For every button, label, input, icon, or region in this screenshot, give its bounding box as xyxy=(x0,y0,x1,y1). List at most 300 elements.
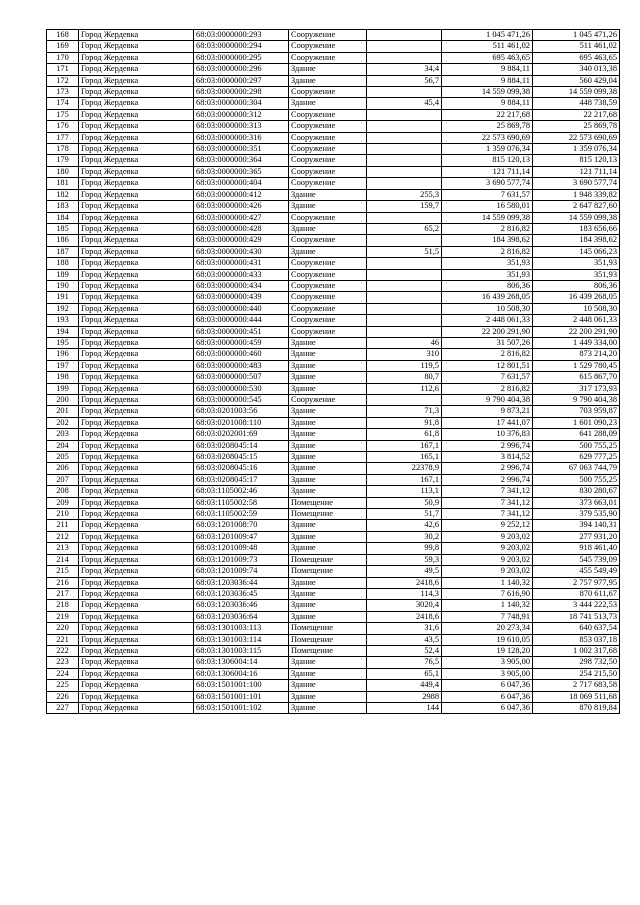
unit-price-cell: 14 559 099,38 xyxy=(442,212,533,223)
row-number: 168 xyxy=(47,30,79,41)
cadastral-number-cell: 68:03:0000000:459 xyxy=(194,337,289,348)
area-cell: 144 xyxy=(367,702,442,713)
unit-price-cell: 7 616,90 xyxy=(442,588,533,599)
row-number: 203 xyxy=(47,429,79,440)
row-number: 187 xyxy=(47,246,79,257)
object-type-cell: Здание xyxy=(289,577,367,588)
table-row xyxy=(47,645,620,656)
table-row xyxy=(47,178,620,189)
area-cell: 310 xyxy=(367,349,442,360)
cadastral-value-cell: 373 663,01 xyxy=(533,497,620,508)
object-type-cell: Сооружение xyxy=(289,315,367,326)
unit-price-cell: 7 748,91 xyxy=(442,611,533,622)
cadastral-value-cell: 1 449 334,00 xyxy=(533,337,620,348)
table-row xyxy=(47,577,620,588)
table-row xyxy=(47,440,620,451)
table-row xyxy=(47,486,620,497)
area-cell xyxy=(367,212,442,223)
location-cell: Город Жердевка xyxy=(79,87,194,98)
row-number: 202 xyxy=(47,417,79,428)
table-row xyxy=(47,246,620,257)
object-type-cell: Здание xyxy=(289,429,367,440)
area-cell xyxy=(367,155,442,166)
table-row xyxy=(47,611,620,622)
unit-price-cell: 3 905,00 xyxy=(442,668,533,679)
unit-price-cell: 121 711,14 xyxy=(442,166,533,177)
area-cell: 34,4 xyxy=(367,64,442,75)
table-row xyxy=(47,30,620,41)
row-number: 214 xyxy=(47,554,79,565)
cadastral-value-cell: 379 535,90 xyxy=(533,509,620,520)
row-number: 211 xyxy=(47,520,79,531)
unit-price-cell: 2 448 061,33 xyxy=(442,315,533,326)
table-row xyxy=(47,634,620,645)
object-type-cell: Сооружение xyxy=(289,212,367,223)
object-type-cell: Здание xyxy=(289,520,367,531)
area-cell: 46 xyxy=(367,337,442,348)
object-type-cell: Здание xyxy=(289,588,367,599)
cadastral-value-cell: 18 069 511,68 xyxy=(533,691,620,702)
cadastral-value-cell: 2 717 683,58 xyxy=(533,680,620,691)
area-cell xyxy=(367,166,442,177)
unit-price-cell: 9 790 404,38 xyxy=(442,395,533,406)
cadastral-value-cell: 918 461,40 xyxy=(533,543,620,554)
location-cell: Город Жердевка xyxy=(79,611,194,622)
area-cell xyxy=(367,132,442,143)
cadastral-number-cell: 68:03:0000000:293 xyxy=(194,30,289,41)
cadastral-number-cell: 68:03:0000000:404 xyxy=(194,178,289,189)
object-type-cell: Сооружение xyxy=(289,155,367,166)
area-cell xyxy=(367,87,442,98)
location-cell: Город Жердевка xyxy=(79,52,194,63)
row-number: 227 xyxy=(47,702,79,713)
row-number: 205 xyxy=(47,452,79,463)
cadastral-value-cell: 1 948 339,82 xyxy=(533,189,620,200)
cadastral-number-cell: 68:03:1203036:64 xyxy=(194,611,289,622)
cadastral-value-cell: 2 757 977,95 xyxy=(533,577,620,588)
row-number: 178 xyxy=(47,144,79,155)
cadastral-value-cell: 351,93 xyxy=(533,269,620,280)
row-number: 181 xyxy=(47,178,79,189)
cadastral-number-cell: 68:03:1301003:113 xyxy=(194,623,289,634)
cadastral-number-cell: 68:03:1201009:47 xyxy=(194,531,289,542)
unit-price-cell: 10 508,30 xyxy=(442,303,533,314)
row-number: 201 xyxy=(47,406,79,417)
cadastral-value-cell: 22 200 291,90 xyxy=(533,326,620,337)
cadastral-value-cell: 3 444 222,53 xyxy=(533,600,620,611)
row-number: 196 xyxy=(47,349,79,360)
area-cell xyxy=(367,303,442,314)
table-row xyxy=(47,87,620,98)
location-cell: Город Жердевка xyxy=(79,189,194,200)
unit-price-cell: 16 580,01 xyxy=(442,201,533,212)
cadastral-value-cell: 448 738,59 xyxy=(533,98,620,109)
object-type-cell: Сооружение xyxy=(289,178,367,189)
unit-price-cell: 9 203,02 xyxy=(442,554,533,565)
table-row xyxy=(47,212,620,223)
table-row xyxy=(47,691,620,702)
row-number: 192 xyxy=(47,303,79,314)
row-number: 220 xyxy=(47,623,79,634)
area-cell: 114,3 xyxy=(367,588,442,599)
cadastral-number-cell: 68:03:0202001:69 xyxy=(194,429,289,440)
row-number: 216 xyxy=(47,577,79,588)
cadastral-number-cell: 68:03:0000000:428 xyxy=(194,223,289,234)
cadastral-value-cell: 870 611,67 xyxy=(533,588,620,599)
area-cell xyxy=(367,109,442,120)
object-type-cell: Сооружение xyxy=(289,395,367,406)
table-row xyxy=(47,280,620,291)
table-row xyxy=(47,657,620,668)
cadastral-value-cell: 853 037,18 xyxy=(533,634,620,645)
cadastral-value-cell: 615 867,70 xyxy=(533,372,620,383)
cadastral-number-cell: 68:03:1306004:14 xyxy=(194,657,289,668)
location-cell: Город Жердевка xyxy=(79,634,194,645)
area-cell: 159,7 xyxy=(367,201,442,212)
unit-price-cell: 25 869,78 xyxy=(442,121,533,132)
object-type-cell: Здание xyxy=(289,223,367,234)
cadastral-number-cell: 68:03:1105002:58 xyxy=(194,497,289,508)
cadastral-value-cell: 870 819,84 xyxy=(533,702,620,713)
unit-price-cell: 22 573 690,69 xyxy=(442,132,533,143)
unit-price-cell: 695 463,65 xyxy=(442,52,533,63)
table-row xyxy=(47,497,620,508)
unit-price-cell: 19 128,20 xyxy=(442,645,533,656)
cadastral-value-cell: 14 559 099,38 xyxy=(533,212,620,223)
location-cell: Город Жердевка xyxy=(79,543,194,554)
table-row xyxy=(47,531,620,542)
cadastral-number-cell: 68:03:1203036:46 xyxy=(194,600,289,611)
table-row xyxy=(47,588,620,599)
area-cell xyxy=(367,280,442,291)
unit-price-cell: 7 341,12 xyxy=(442,497,533,508)
location-cell: Город Жердевка xyxy=(79,383,194,394)
object-type-cell: Здание xyxy=(289,383,367,394)
row-number: 176 xyxy=(47,121,79,132)
row-number: 217 xyxy=(47,588,79,599)
location-cell: Город Жердевка xyxy=(79,463,194,474)
cadastral-value-cell: 18 741 513,73 xyxy=(533,611,620,622)
location-cell: Город Жердевка xyxy=(79,155,194,166)
row-number: 193 xyxy=(47,315,79,326)
row-number: 183 xyxy=(47,201,79,212)
cadastral-value-cell: 830 280,67 xyxy=(533,486,620,497)
row-number: 188 xyxy=(47,258,79,269)
object-type-cell: Здание xyxy=(289,657,367,668)
location-cell: Город Жердевка xyxy=(79,212,194,223)
cadastral-number-cell: 68:03:0201008:110 xyxy=(194,417,289,428)
table-row xyxy=(47,566,620,577)
unit-price-cell: 9 884,11 xyxy=(442,75,533,86)
row-number: 190 xyxy=(47,280,79,291)
location-cell: Город Жердевка xyxy=(79,121,194,132)
location-cell: Город Жердевка xyxy=(79,315,194,326)
cadastral-number-cell: 68:03:0000000:298 xyxy=(194,87,289,98)
cadastral-value-cell: 184 398,62 xyxy=(533,235,620,246)
object-type-cell: Здание xyxy=(289,417,367,428)
location-cell: Город Жердевка xyxy=(79,452,194,463)
area-cell: 255,3 xyxy=(367,189,442,200)
location-cell: Город Жердевка xyxy=(79,98,194,109)
location-cell: Город Жердевка xyxy=(79,406,194,417)
location-cell: Город Жердевка xyxy=(79,292,194,303)
cadastral-number-cell: 68:03:0000000:439 xyxy=(194,292,289,303)
table-body xyxy=(47,30,620,714)
cadastral-value-cell: 641 288,09 xyxy=(533,429,620,440)
cadastral-value-cell: 815 120,13 xyxy=(533,155,620,166)
row-number: 184 xyxy=(47,212,79,223)
table-row xyxy=(47,52,620,63)
object-type-cell: Здание xyxy=(289,680,367,691)
object-type-cell: Сооружение xyxy=(289,235,367,246)
cadastral-value-cell: 695 463,65 xyxy=(533,52,620,63)
object-type-cell: Сооружение xyxy=(289,52,367,63)
cadastral-number-cell: 68:03:1501001:102 xyxy=(194,702,289,713)
table-row xyxy=(47,360,620,371)
row-number: 186 xyxy=(47,235,79,246)
unit-price-cell: 351,93 xyxy=(442,258,533,269)
row-number: 175 xyxy=(47,109,79,120)
object-type-cell: Помещение xyxy=(289,634,367,645)
cadastral-number-cell: 68:03:1201009:74 xyxy=(194,566,289,577)
table-row xyxy=(47,189,620,200)
area-cell: 43,5 xyxy=(367,634,442,645)
table-row xyxy=(47,429,620,440)
location-cell: Город Жердевка xyxy=(79,258,194,269)
cadastral-value-cell: 277 931,20 xyxy=(533,531,620,542)
cadastral-value-cell: 545 739,09 xyxy=(533,554,620,565)
location-cell: Город Жердевка xyxy=(79,429,194,440)
row-number: 226 xyxy=(47,691,79,702)
unit-price-cell: 10 376,83 xyxy=(442,429,533,440)
location-cell: Город Жердевка xyxy=(79,600,194,611)
object-type-cell: Здание xyxy=(289,337,367,348)
cadastral-number-cell: 68:03:0000000:530 xyxy=(194,383,289,394)
location-cell: Город Жердевка xyxy=(79,303,194,314)
row-number: 177 xyxy=(47,132,79,143)
unit-price-cell: 9 203,02 xyxy=(442,531,533,542)
table-row xyxy=(47,668,620,679)
location-cell: Город Жердевка xyxy=(79,109,194,120)
area-cell: 2988 xyxy=(367,691,442,702)
object-type-cell: Сооружение xyxy=(289,303,367,314)
unit-price-cell: 351,93 xyxy=(442,269,533,280)
table-row xyxy=(47,474,620,485)
area-cell: 99,8 xyxy=(367,543,442,554)
area-cell: 56,7 xyxy=(367,75,442,86)
object-type-cell: Здание xyxy=(289,349,367,360)
cadastral-value-cell: 511 461,02 xyxy=(533,41,620,52)
cadastral-number-cell: 68:03:0000000:412 xyxy=(194,189,289,200)
object-type-cell: Здание xyxy=(289,440,367,451)
unit-price-cell: 3 814,52 xyxy=(442,452,533,463)
cadastral-value-cell: 500 755,25 xyxy=(533,474,620,485)
object-type-cell: Сооружение xyxy=(289,269,367,280)
cadastral-value-cell: 22 217,68 xyxy=(533,109,620,120)
area-cell: 22378,9 xyxy=(367,463,442,474)
area-cell xyxy=(367,292,442,303)
location-cell: Город Жердевка xyxy=(79,566,194,577)
object-type-cell: Здание xyxy=(289,531,367,542)
cadastral-number-cell: 68:03:1306004:16 xyxy=(194,668,289,679)
cadastral-value-cell: 2 448 061,33 xyxy=(533,315,620,326)
table-row xyxy=(47,326,620,337)
table-row xyxy=(47,383,620,394)
table-row xyxy=(47,554,620,565)
row-number: 210 xyxy=(47,509,79,520)
row-number: 222 xyxy=(47,645,79,656)
location-cell: Город Жердевка xyxy=(79,520,194,531)
unit-price-cell: 3 690 577,74 xyxy=(442,178,533,189)
table-row xyxy=(47,372,620,383)
row-number: 213 xyxy=(47,543,79,554)
area-cell xyxy=(367,41,442,52)
unit-price-cell: 2 996,74 xyxy=(442,440,533,451)
cadastral-value-cell: 1 359 076,34 xyxy=(533,144,620,155)
object-type-cell: Здание xyxy=(289,201,367,212)
row-number: 171 xyxy=(47,64,79,75)
unit-price-cell: 7 631,57 xyxy=(442,189,533,200)
area-cell: 71,3 xyxy=(367,406,442,417)
row-number: 212 xyxy=(47,531,79,542)
object-type-cell: Помещение xyxy=(289,566,367,577)
location-cell: Город Жердевка xyxy=(79,395,194,406)
table-row xyxy=(47,543,620,554)
area-cell: 112,6 xyxy=(367,383,442,394)
area-cell: 167,1 xyxy=(367,474,442,485)
unit-price-cell: 14 559 099,38 xyxy=(442,87,533,98)
location-cell: Город Жердевка xyxy=(79,554,194,565)
location-cell: Город Жердевка xyxy=(79,235,194,246)
cadastral-number-cell: 68:03:0000000:460 xyxy=(194,349,289,360)
location-cell: Город Жердевка xyxy=(79,691,194,702)
location-cell: Город Жердевка xyxy=(79,337,194,348)
object-type-cell: Помещение xyxy=(289,509,367,520)
table-row xyxy=(47,121,620,132)
area-cell: 91,8 xyxy=(367,417,442,428)
area-cell: 76,5 xyxy=(367,657,442,668)
cadastral-number-cell: 68:03:1301003:114 xyxy=(194,634,289,645)
object-type-cell: Сооружение xyxy=(289,87,367,98)
cadastral-number-cell: 68:03:1201009:48 xyxy=(194,543,289,554)
object-type-cell: Здание xyxy=(289,64,367,75)
location-cell: Город Жердевка xyxy=(79,474,194,485)
cadastral-number-cell: 68:03:0000000:297 xyxy=(194,75,289,86)
table-row xyxy=(47,41,620,52)
area-cell: 52,4 xyxy=(367,645,442,656)
location-cell: Город Жердевка xyxy=(79,178,194,189)
area-cell: 119,5 xyxy=(367,360,442,371)
area-cell xyxy=(367,315,442,326)
object-type-cell: Здание xyxy=(289,611,367,622)
cadastral-value-cell: 3 690 577,74 xyxy=(533,178,620,189)
cadastral-number-cell: 68:03:0208045:15 xyxy=(194,452,289,463)
area-cell: 30,2 xyxy=(367,531,442,542)
location-cell: Город Жердевка xyxy=(79,497,194,508)
cadastral-number-cell: 68:03:0000000:545 xyxy=(194,395,289,406)
unit-price-cell: 9 884,11 xyxy=(442,98,533,109)
row-number: 179 xyxy=(47,155,79,166)
cadastral-value-cell: 10 508,30 xyxy=(533,303,620,314)
area-cell: 165,1 xyxy=(367,452,442,463)
unit-price-cell: 815 120,13 xyxy=(442,155,533,166)
unit-price-cell: 1 140,32 xyxy=(442,600,533,611)
object-type-cell: Сооружение xyxy=(289,326,367,337)
area-cell: 51,7 xyxy=(367,509,442,520)
cadastral-number-cell: 68:03:0208045:14 xyxy=(194,440,289,451)
cadastral-value-cell: 1 045 471,26 xyxy=(533,30,620,41)
row-number: 225 xyxy=(47,680,79,691)
cadastral-number-cell: 68:03:1301003:115 xyxy=(194,645,289,656)
location-cell: Город Жердевка xyxy=(79,166,194,177)
table-row xyxy=(47,623,620,634)
area-cell: 80,7 xyxy=(367,372,442,383)
location-cell: Город Жердевка xyxy=(79,223,194,234)
location-cell: Город Жердевка xyxy=(79,144,194,155)
row-number: 189 xyxy=(47,269,79,280)
location-cell: Город Жердевка xyxy=(79,64,194,75)
table-row xyxy=(47,463,620,474)
area-cell xyxy=(367,258,442,269)
table-row xyxy=(47,144,620,155)
unit-price-cell: 511 461,02 xyxy=(442,41,533,52)
unit-price-cell: 7 341,12 xyxy=(442,509,533,520)
cadastral-value-cell: 16 439 268,05 xyxy=(533,292,620,303)
cadastral-value-cell: 67 063 744,79 xyxy=(533,463,620,474)
object-type-cell: Сооружение xyxy=(289,41,367,52)
unit-price-cell: 9 873,21 xyxy=(442,406,533,417)
location-cell: Город Жердевка xyxy=(79,41,194,52)
property-table xyxy=(46,29,620,714)
table-row xyxy=(47,520,620,531)
row-number: 200 xyxy=(47,395,79,406)
row-number: 207 xyxy=(47,474,79,485)
unit-price-cell: 22 200 291,90 xyxy=(442,326,533,337)
location-cell: Город Жердевка xyxy=(79,486,194,497)
unit-price-cell: 1 045 471,26 xyxy=(442,30,533,41)
location-cell: Город Жердевка xyxy=(79,531,194,542)
unit-price-cell: 3 905,00 xyxy=(442,657,533,668)
unit-price-cell: 12 801,51 xyxy=(442,360,533,371)
row-number: 180 xyxy=(47,166,79,177)
cadastral-value-cell: 351,93 xyxy=(533,258,620,269)
location-cell: Город Жердевка xyxy=(79,588,194,599)
cadastral-value-cell: 455 549,49 xyxy=(533,566,620,577)
location-cell: Город Жердевка xyxy=(79,668,194,679)
object-type-cell: Помещение xyxy=(289,497,367,508)
area-cell: 449,4 xyxy=(367,680,442,691)
object-type-cell: Сооружение xyxy=(289,30,367,41)
table-row xyxy=(47,702,620,713)
unit-price-cell: 2 816,82 xyxy=(442,349,533,360)
cadastral-number-cell: 68:03:0000000:313 xyxy=(194,121,289,132)
object-type-cell: Сооружение xyxy=(289,292,367,303)
table-row xyxy=(47,223,620,234)
cadastral-number-cell: 68:03:1501001:100 xyxy=(194,680,289,691)
location-cell: Город Жердевка xyxy=(79,623,194,634)
row-number: 221 xyxy=(47,634,79,645)
cadastral-number-cell: 68:03:1501001:101 xyxy=(194,691,289,702)
object-type-cell: Здание xyxy=(289,406,367,417)
unit-price-cell: 9 884,11 xyxy=(442,64,533,75)
table-row xyxy=(47,337,620,348)
table-row xyxy=(47,166,620,177)
area-cell xyxy=(367,144,442,155)
cadastral-number-cell: 68:03:0000000:364 xyxy=(194,155,289,166)
cadastral-number-cell: 68:03:0000000:483 xyxy=(194,360,289,371)
table-row xyxy=(47,315,620,326)
object-type-cell: Здание xyxy=(289,75,367,86)
